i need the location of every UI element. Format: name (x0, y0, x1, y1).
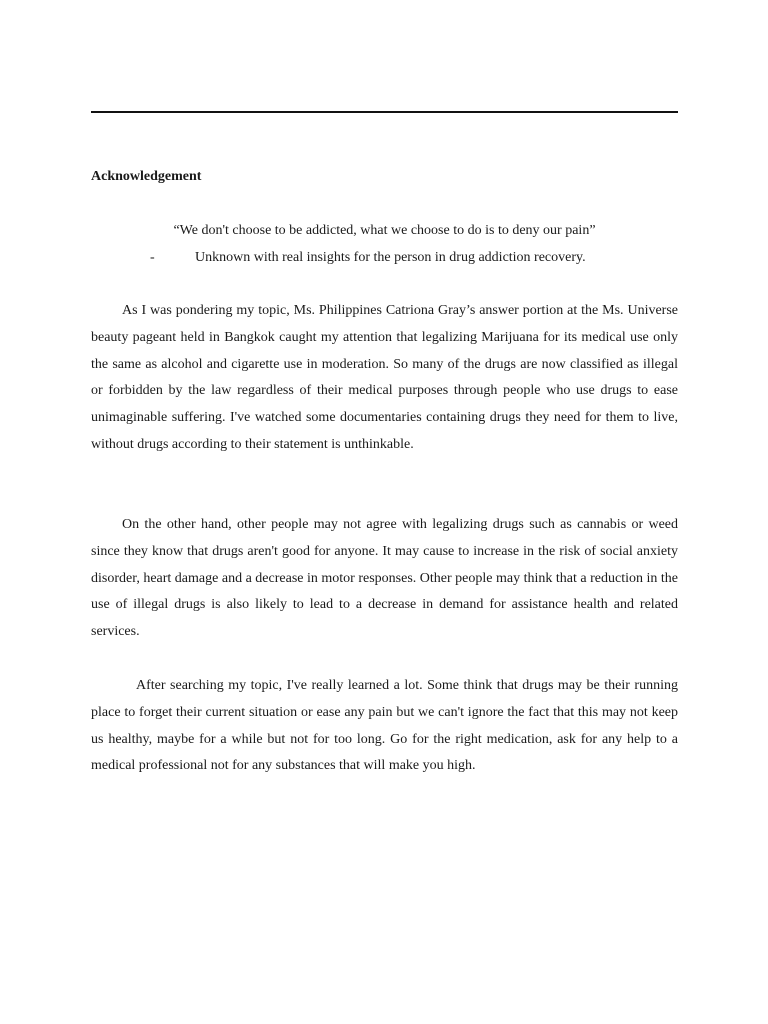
epigraph-attribution (150, 249, 586, 267)
epigraph-quote: “We don't choose to be addicted, what we choose to do is to deny our pain” (173, 223, 596, 238)
section-heading: Acknowledgement (91, 169, 202, 184)
header-rule (91, 111, 678, 113)
body-paragraph-1: As I was pondering my topic, Ms. Philippines Catriona Gray’s answer portion at the Ms. Universe beauty pageant held in Bangkok caught my attention that legalizing Marijuana for its medical use only the same as alcohol and cigarette use in moderation. So many of the drugs are now classified as illegal or forbidden by the law regardless of their medical purposes through people who use drugs to ease unimaginable suffering. I've watched some documentaries containing drugs they need for them to live, without drugs according to their statement is unthinkable. (91, 303, 678, 452)
body-paragraph-2: On the other hand, other people may not agree with legalizing drugs such as cannabis or weed since they know that drugs aren't good for anyone. It may cause to increase in the risk of social anxiety disorder, heart damage and a decrease in motor responses. Other people may think that a reduction in the use of illegal drugs is also likely to lead to a decrease in demand for assistance health and related services. (91, 517, 678, 640)
attribution-dash: - (150, 250, 155, 265)
body-paragraph-3: After searching my topic, I've really learned a lot. Some think that drugs may be their running place to forget their current situation or ease any pain but we can't ignore the fact that this may not keep us healthy, maybe for a while but not for too long. Go for the right medication, ask for any help to a medical professional not for any substances that will make you high. (91, 678, 678, 774)
attribution-text: Unknown with real insights for the person in drug addiction recovery. (195, 250, 586, 265)
